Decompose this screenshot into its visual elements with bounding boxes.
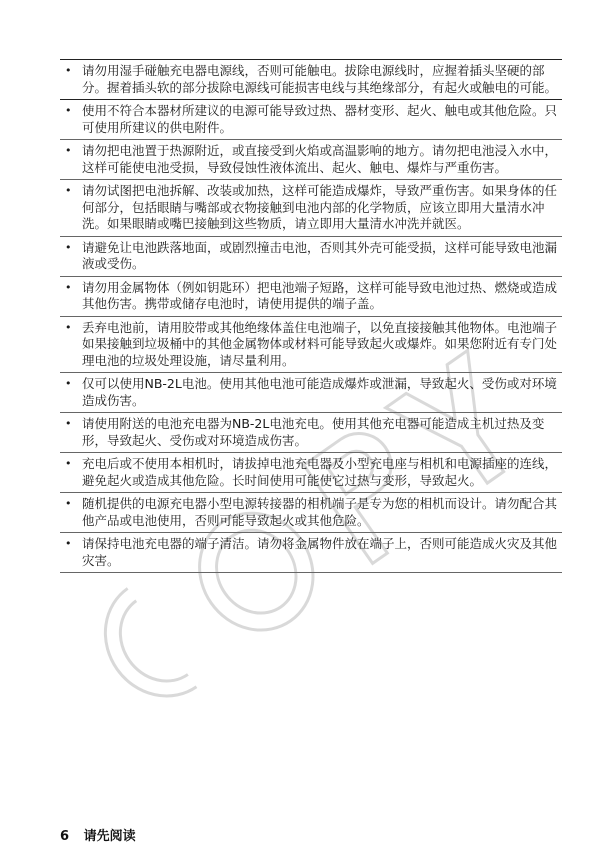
list-item [60, 317, 562, 374]
bullet-icon: • [65, 144, 72, 157]
list-item [60, 140, 562, 180]
bullet-icon: • [65, 537, 72, 550]
item-text: 请勿试图把电池拆解、改装或加热，这样可能造成爆炸，导致严重伤害。如果身体的任何部分，包括眼睛与嘴部或衣物接触到电池内部的化学物质，应该立即用大量清水冲洗。如果眼睛或嘴巴接触到这些物质，请立即用大量清水冲洗并就医。 [82, 183, 558, 231]
item-text: 请勿把电池置于热源附近，或直接受到火焰或高温影响的地方。请勿把电池浸入水中，这样可能使电池受损，导致侵蚀性液体流出、起火、触电、爆炸与严重伤害。 [82, 143, 558, 175]
safety-warning-list [60, 59, 562, 573]
section-title: 请先阅读 [83, 829, 136, 844]
list-item [60, 60, 562, 100]
bullet-icon: • [65, 320, 72, 334]
bullet-icon: • [65, 377, 72, 390]
item-text: 请勿用金属物体（例如钥匙环）把电池端子短路，这样可能导致电池过热、燃烧或造成其他伤害。携带或储存电池时，请使用提供的端子盖。 [82, 279, 558, 311]
list-item [60, 493, 562, 533]
bullet-icon: • [65, 280, 72, 294]
list-item [60, 453, 562, 493]
bullet-icon: • [65, 417, 72, 430]
list-item [60, 533, 562, 573]
item-text: 充电后或不使用本相机时，请拔掉电池充电器及小型充电座与相机和电源插座的连线，避免起火或造成其他危险。长时间使用可能使它过热与变形，导致起火。 [82, 456, 558, 488]
item-text: 请避免让电池跌落地面，或剧烈撞击电池，否则其外壳可能受损，这样可能导致电池漏液或受伤。 [82, 239, 558, 271]
list-item [60, 277, 562, 317]
item-text: 使用不符合本器材所建议的电源可能导致过热、器材变形、起火、触电或其他危险。只可使用所建议的供电附件。 [82, 103, 558, 135]
bullet-icon: • [65, 457, 72, 470]
bullet-icon: • [65, 184, 72, 197]
item-text: 丢弃电池前，请用胶带或其他绝缘体盖住电池端子，以免直接接触其他物体。电池端子如果接触到垃圾桶中的其他金属物体或材料可能导致起火或爆炸。如果您附近有专门处理电池的垃圾处理设施，请尽量利用。 [82, 319, 558, 368]
list-item [60, 413, 562, 453]
list-item [60, 373, 562, 413]
item-text: 请勿用湿手碰触充电器电源线，否则可能触电。拔除电源线时，应握着插头坚硬的部分。握着插头软的部分拔除电源线可能损害电线与其绝缘部分，有起火或触电的可能。 [82, 63, 558, 95]
item-text: 随机提供的电源充电器小型电源转接器的相机端子是专为您的相机而设计。请勿配合其他产品或电池使用，否则可能导致起火或其他危险。 [82, 496, 558, 528]
page-footer [60, 825, 136, 844]
item-text: 请使用附送的电池充电器为NB-2L电池充电。使用其他充电器可能造成主机过热及变形，导致起火、受伤或对环境造成伤害。 [82, 416, 545, 448]
bullet-icon: • [65, 104, 72, 117]
list-item [60, 180, 562, 237]
list-item [60, 237, 562, 277]
bullet-icon: • [65, 497, 72, 510]
item-text: 请保持电池充电器的端子清洁。请勿将金属物件放在端子上，否则可能造成火灾及其他灾害。 [82, 536, 558, 568]
list-item [60, 100, 562, 140]
item-text: 仅可以使用NB-2L电池。使用其他电池可能造成爆炸或泄漏，导致起火、受伤或对环境造成伤害。 [82, 376, 557, 408]
page-number: 6 [60, 829, 70, 844]
bullet-icon: • [65, 240, 72, 254]
bullet-icon: • [65, 64, 72, 77]
